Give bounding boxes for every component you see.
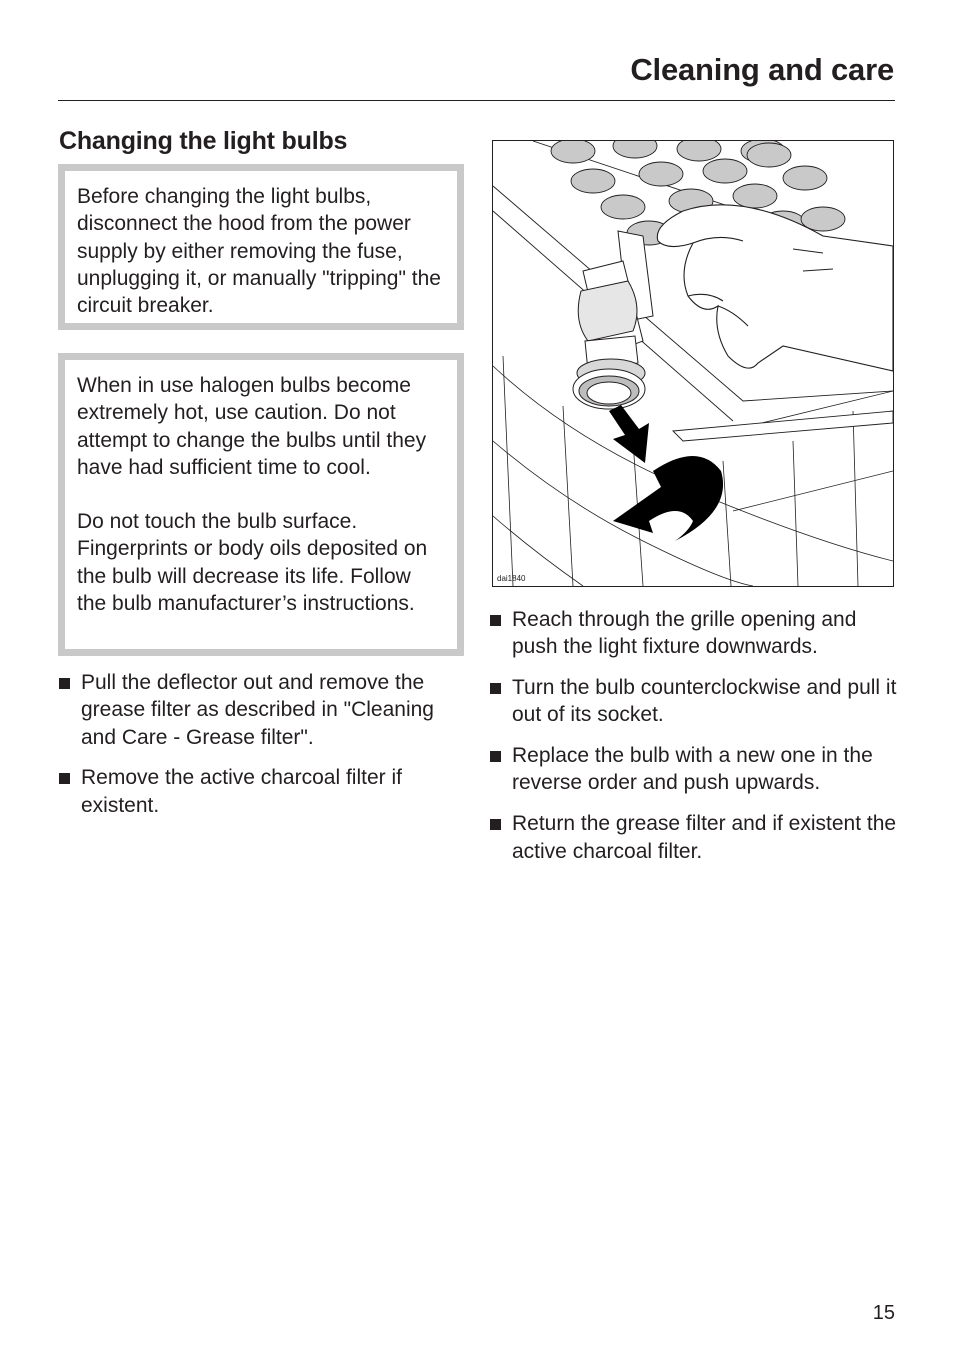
- bullet-square-icon: [490, 615, 501, 626]
- light-bulb-icon: [573, 231, 653, 409]
- warning-text: When in use halogen bulbs become extremely hot, use caution. Do not attempt to change the bulbs until they have had sufficient time to cool.: [77, 374, 427, 479]
- header-divider: [58, 100, 895, 101]
- step-text: Remove the active charcoal filter if existent.: [81, 766, 402, 817]
- figure-code: dai1840: [497, 574, 526, 583]
- illustration-drawing: [493, 141, 893, 586]
- step-text: Replace the bulb with a new one in the reverse order and push upwards.: [512, 744, 873, 795]
- section-title: Changing the light bulbs: [59, 127, 348, 155]
- step-text: Reach through the grille opening and push the light fixture downwards.: [512, 608, 857, 659]
- bullet-square-icon: [59, 773, 70, 784]
- page-number: 15: [872, 1302, 895, 1324]
- step-text: Turn the bulb counterclockwise and pull it out of its socket.: [512, 676, 897, 727]
- bullet-square-icon: [490, 683, 501, 694]
- bulb-replacement-illustration: [492, 140, 894, 587]
- list-item: [58, 764, 468, 819]
- rotate-counterclockwise-arrow-icon: [609, 405, 723, 541]
- step-text: Pull the deflector out and remove the grease filter as described in "Cleaning and Care - Grease filter".: [81, 671, 434, 749]
- warning-box-halogen: [58, 353, 464, 656]
- list-item: [489, 674, 899, 729]
- page-header-title: Cleaning and care: [630, 52, 894, 87]
- list-item: [489, 810, 899, 865]
- hand-icon: [657, 205, 893, 371]
- warning-text: Before changing the light bulbs, disconnect the hood from the power supply by either removing the fuse, unplugging it, or manually "tripping" the circuit breaker.: [77, 185, 441, 318]
- warning-box-power: [58, 164, 464, 330]
- left-step-list: [58, 669, 468, 832]
- list-item: [489, 606, 899, 661]
- list-item: [58, 669, 468, 751]
- bullet-square-icon: [490, 751, 501, 762]
- bullet-square-icon: [490, 819, 501, 830]
- right-step-list: [489, 606, 899, 878]
- bullet-square-icon: [59, 678, 70, 689]
- list-item: [489, 742, 899, 797]
- warning-text: Do not touch the bulb surface. Fingerprints or body oils deposited on the bulb will decrease its life. Follow the bulb manufacturer’s instructions.: [77, 510, 428, 616]
- step-text: Return the grease filter and if existent the active charcoal filter.: [512, 812, 897, 863]
